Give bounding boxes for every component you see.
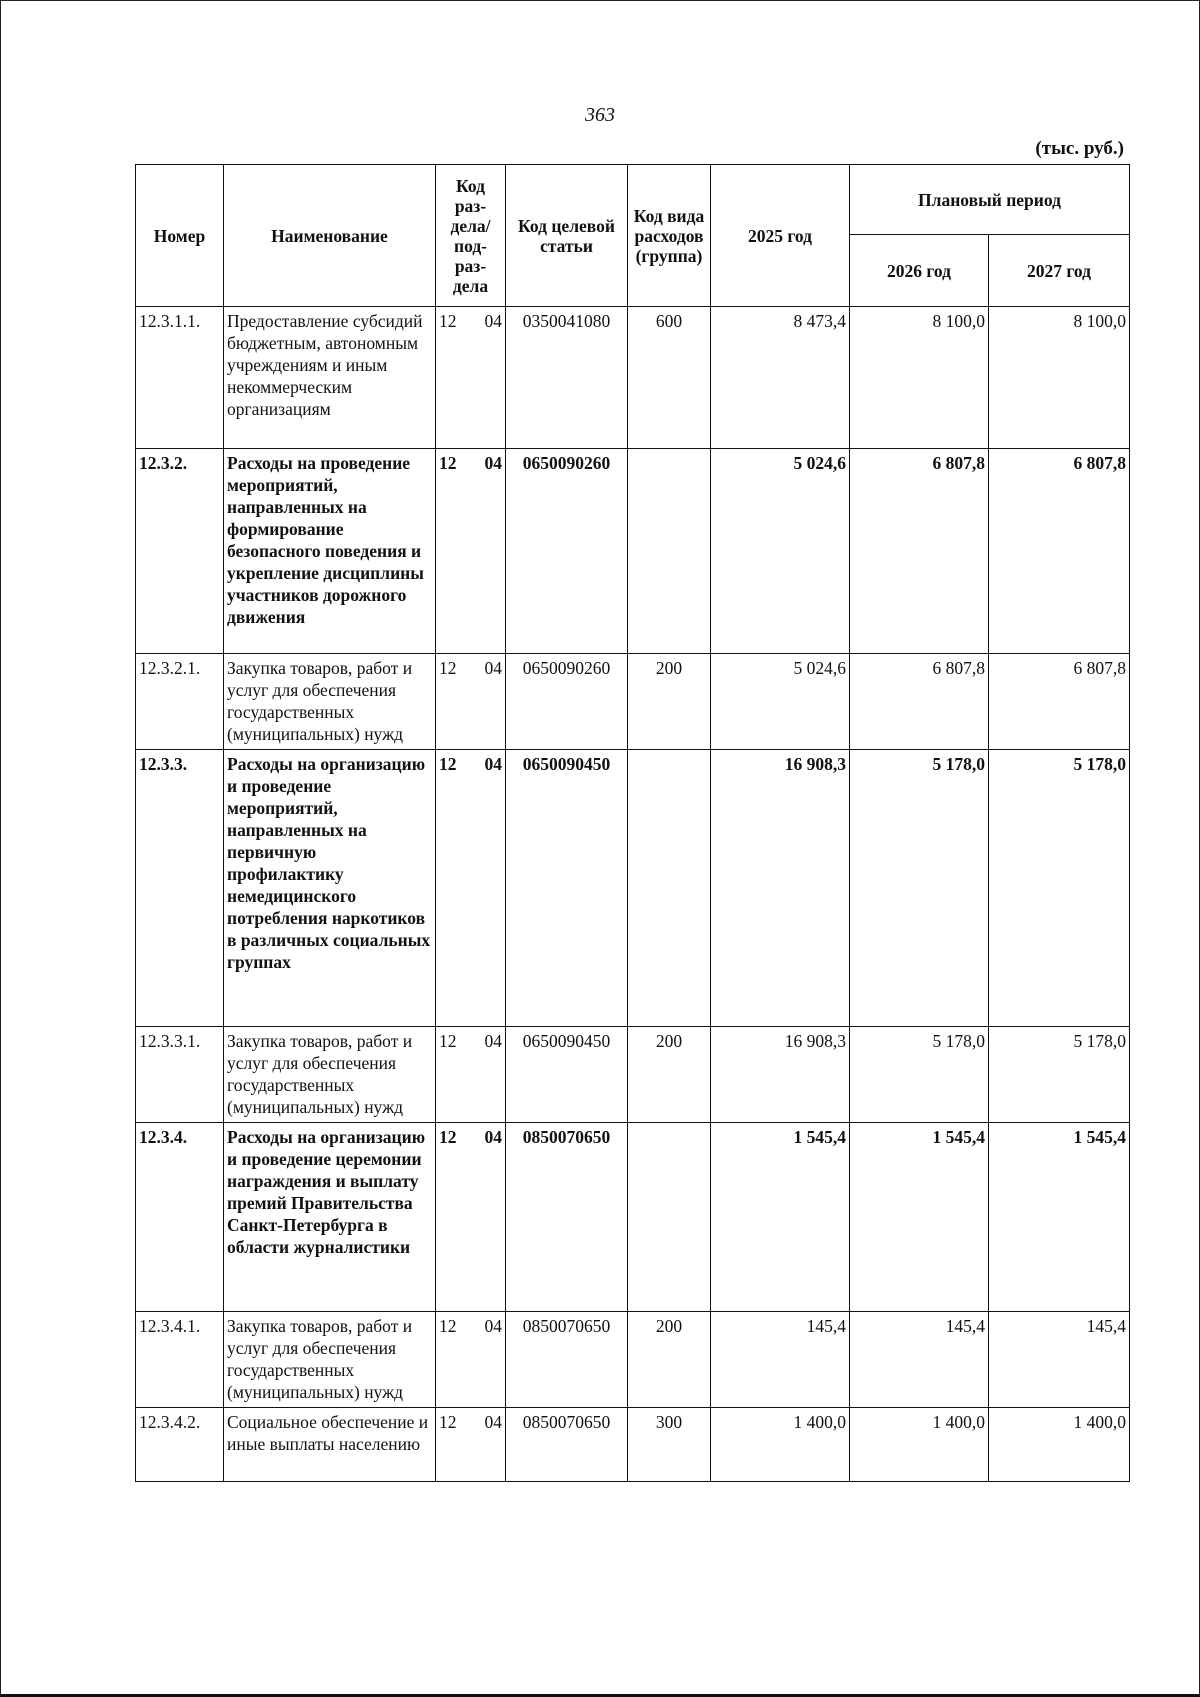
row-target-code: 0650090450 xyxy=(506,750,628,1027)
row-name: Предоставление субсидий бюджетным, автономным учреждениям и иным некоммерческим организациям xyxy=(224,307,436,449)
table-row xyxy=(136,1408,1130,1482)
table-row xyxy=(136,750,1130,1027)
header-target: Код целевой статьи xyxy=(506,165,628,307)
row-subsection-code: 04 xyxy=(484,1316,502,1336)
row-value-2026: 1 545,4 xyxy=(850,1123,989,1312)
row-number: 12.3.1.1. xyxy=(136,307,224,449)
row-subsection-code: 04 xyxy=(484,1127,502,1147)
row-name: Расходы на организацию и проведение церемонии награждения и выплату премий Правительства Санкт-Петербурга в области журналистики xyxy=(224,1123,436,1312)
units-label: (тыс. руб.) xyxy=(1035,138,1124,159)
row-section xyxy=(436,449,506,654)
row-expense-code xyxy=(628,750,711,1027)
row-number: 12.3.2. xyxy=(136,449,224,654)
header-name: Наименование xyxy=(224,165,436,307)
row-value-2026: 145,4 xyxy=(850,1312,989,1408)
row-section-code: 12 xyxy=(439,1127,457,1147)
table-row xyxy=(136,654,1130,750)
row-value-2025: 145,4 xyxy=(711,1312,850,1408)
row-value-2025: 8 473,4 xyxy=(711,307,850,449)
row-section xyxy=(436,1027,506,1123)
row-number: 12.3.2.1. xyxy=(136,654,224,750)
table-row xyxy=(136,1312,1130,1408)
row-value-2025: 1 545,4 xyxy=(711,1123,850,1312)
row-value-2026: 8 100,0 xyxy=(850,307,989,449)
page-number: 363 xyxy=(585,104,615,126)
row-name: Закупка товаров, работ и услуг для обеспечения государственных (муниципальных) нужд xyxy=(224,654,436,750)
row-section-code: 12 xyxy=(439,1031,457,1051)
row-value-2027: 1 545,4 xyxy=(989,1123,1130,1312)
budget-table xyxy=(135,164,1130,1482)
row-name: Закупка товаров, работ и услуг для обеспечения государственных (муниципальных) нужд xyxy=(224,1027,436,1123)
row-subsection-code: 04 xyxy=(484,754,502,774)
row-expense-code xyxy=(628,1123,711,1312)
table-row xyxy=(136,1123,1130,1312)
row-number: 12.3.4.1. xyxy=(136,1312,224,1408)
row-value-2025: 1 400,0 xyxy=(711,1408,850,1482)
row-name: Расходы на проведение мероприятий, направленных на формирование безопасного поведения и укрепление дисциплины участников дорожного движения xyxy=(224,449,436,654)
row-number: 12.3.4. xyxy=(136,1123,224,1312)
row-expense-code: 300 xyxy=(628,1408,711,1482)
row-value-2026: 6 807,8 xyxy=(850,654,989,750)
row-expense-code: 200 xyxy=(628,1312,711,1408)
row-subsection-code: 04 xyxy=(484,311,502,331)
row-target-code: 0850070650 xyxy=(506,1123,628,1312)
row-value-2025: 16 908,3 xyxy=(711,750,850,1027)
row-value-2026: 1 400,0 xyxy=(850,1408,989,1482)
row-value-2025: 16 908,3 xyxy=(711,1027,850,1123)
header-section: Код раз-дела/ под-раз-дела xyxy=(436,165,506,307)
row-section xyxy=(436,654,506,750)
row-number: 12.3.3.1. xyxy=(136,1027,224,1123)
row-section-code: 12 xyxy=(439,1316,457,1336)
row-value-2025: 5 024,6 xyxy=(711,654,850,750)
row-value-2027: 5 178,0 xyxy=(989,750,1130,1027)
row-section-code: 12 xyxy=(439,658,457,678)
header-2027: 2027 год xyxy=(989,235,1130,307)
row-value-2025: 5 024,6 xyxy=(711,449,850,654)
row-target-code: 0350041080 xyxy=(506,307,628,449)
table-row xyxy=(136,307,1130,449)
header-planned: Плановый период xyxy=(850,165,1130,235)
row-value-2026: 6 807,8 xyxy=(850,449,989,654)
row-value-2027: 145,4 xyxy=(989,1312,1130,1408)
row-section-code: 12 xyxy=(439,1412,457,1432)
header-number: Номер xyxy=(136,165,224,307)
row-value-2027: 6 807,8 xyxy=(989,654,1130,750)
row-expense-code: 200 xyxy=(628,1027,711,1123)
row-name: Расходы на организацию и проведение мероприятий, направленных на первичную профилактику немедицинского потребления наркотиков в различных социальных группах xyxy=(224,750,436,1027)
row-target-code: 0850070650 xyxy=(506,1408,628,1482)
row-target-code: 0650090450 xyxy=(506,1027,628,1123)
row-section xyxy=(436,307,506,449)
row-value-2026: 5 178,0 xyxy=(850,750,989,1027)
row-section-code: 12 xyxy=(439,311,457,331)
row-number: 12.3.4.2. xyxy=(136,1408,224,1482)
header-2025: 2025 год xyxy=(711,165,850,307)
row-value-2027: 6 807,8 xyxy=(989,449,1130,654)
row-section xyxy=(436,1408,506,1482)
row-section xyxy=(436,1123,506,1312)
row-subsection-code: 04 xyxy=(484,1412,502,1432)
row-expense-code: 200 xyxy=(628,654,711,750)
row-section-code: 12 xyxy=(439,754,457,774)
row-value-2026: 5 178,0 xyxy=(850,1027,989,1123)
row-value-2027: 8 100,0 xyxy=(989,307,1130,449)
row-expense-code: 600 xyxy=(628,307,711,449)
row-section-code: 12 xyxy=(439,453,457,473)
row-number: 12.3.3. xyxy=(136,750,224,1027)
row-section xyxy=(436,750,506,1027)
header-expense: Код вида расходов (группа) xyxy=(628,165,711,307)
row-subsection-code: 04 xyxy=(484,1031,502,1051)
row-target-code: 0850070650 xyxy=(506,1312,628,1408)
row-expense-code xyxy=(628,449,711,654)
row-section xyxy=(436,1312,506,1408)
row-target-code: 0650090260 xyxy=(506,654,628,750)
row-name: Социальное обеспечение и иные выплаты населению xyxy=(224,1408,436,1482)
table-row xyxy=(136,449,1130,654)
row-subsection-code: 04 xyxy=(484,658,502,678)
row-name: Закупка товаров, работ и услуг для обеспечения государственных (муниципальных) нужд xyxy=(224,1312,436,1408)
row-target-code: 0650090260 xyxy=(506,449,628,654)
row-subsection-code: 04 xyxy=(484,453,502,473)
header-2026: 2026 год xyxy=(850,235,989,307)
row-value-2027: 1 400,0 xyxy=(989,1408,1130,1482)
table-row xyxy=(136,1027,1130,1123)
row-value-2027: 5 178,0 xyxy=(989,1027,1130,1123)
